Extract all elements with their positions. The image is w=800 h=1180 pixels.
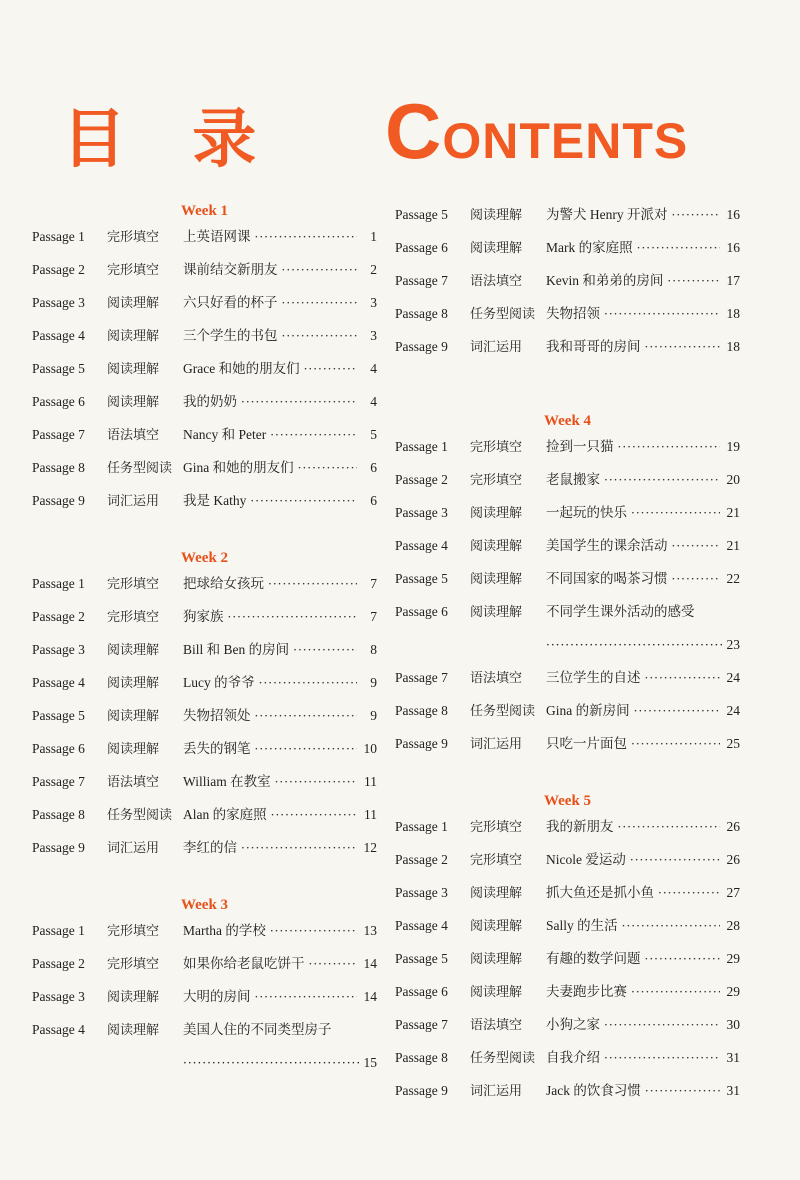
dot-leader bbox=[645, 667, 721, 689]
passage-title: Nancy 和 Peter bbox=[183, 427, 267, 442]
toc-entry[interactable] bbox=[32, 222, 377, 255]
question-type: 阅读理解 bbox=[107, 990, 160, 1005]
toc-entry[interactable] bbox=[395, 845, 740, 878]
page-number: 29 bbox=[726, 984, 740, 999]
title-rest: ONTENTS bbox=[442, 113, 689, 169]
dot-leader bbox=[241, 837, 357, 859]
toc-entry[interactable] bbox=[395, 465, 740, 498]
toc-entry[interactable] bbox=[32, 635, 377, 668]
page-number: 20 bbox=[726, 472, 740, 487]
passage-number: Passage 5 bbox=[395, 571, 448, 586]
toc-entry[interactable] bbox=[395, 729, 740, 762]
page-number: 9 bbox=[370, 675, 377, 690]
dot-leader bbox=[270, 920, 357, 942]
toc-entry[interactable] bbox=[395, 1043, 740, 1076]
question-type: 词汇运用 bbox=[107, 494, 160, 509]
page-number: 23 bbox=[726, 637, 740, 652]
question-type: 词汇运用 bbox=[470, 1084, 523, 1099]
toc-entry[interactable] bbox=[395, 663, 740, 696]
toc-entry[interactable] bbox=[395, 498, 740, 531]
page-number: 24 bbox=[726, 703, 740, 718]
passage-number: Passage 3 bbox=[32, 295, 85, 310]
dot-leader bbox=[250, 490, 357, 512]
passage-number: Passage 3 bbox=[32, 989, 85, 1004]
question-type: 阅读理解 bbox=[107, 329, 160, 344]
dot-leader bbox=[618, 816, 721, 838]
toc-entry[interactable] bbox=[395, 1010, 740, 1043]
question-type: 阅读理解 bbox=[470, 605, 523, 620]
question-type: 完形填空 bbox=[470, 853, 523, 868]
week-5-list bbox=[395, 812, 740, 1109]
question-type: 阅读理解 bbox=[470, 539, 523, 554]
page-number: 6 bbox=[370, 460, 377, 475]
passage-number: Passage 7 bbox=[395, 273, 448, 288]
passage-title: 如果你给老鼠吃饼干 bbox=[183, 956, 305, 971]
toc-entry[interactable] bbox=[32, 800, 377, 833]
passage-title: 捡到一只猫 bbox=[546, 439, 614, 454]
passage-number: Passage 2 bbox=[32, 956, 85, 971]
dot-leader bbox=[645, 948, 721, 970]
dot-leader bbox=[672, 535, 721, 557]
toc-entry[interactable] bbox=[32, 420, 377, 453]
passage-number: Passage 4 bbox=[395, 918, 448, 933]
passage-title: Mark 的家庭照 bbox=[546, 240, 633, 255]
question-type: 词汇运用 bbox=[107, 841, 160, 856]
dot-leader bbox=[275, 771, 357, 793]
dot-leader bbox=[255, 986, 358, 1008]
passage-number: Passage 8 bbox=[395, 306, 448, 321]
toc-entry[interactable] bbox=[32, 255, 377, 288]
passage-title: William 在教室 bbox=[183, 774, 271, 789]
passage-number: Passage 9 bbox=[395, 736, 448, 751]
toc-entry[interactable] bbox=[32, 767, 377, 800]
question-type: 阅读理解 bbox=[107, 709, 160, 724]
passage-title: Kevin 和弟弟的房间 bbox=[546, 273, 664, 288]
week-heading: Week 1 bbox=[180, 203, 229, 219]
week-heading: Week 3 bbox=[180, 897, 229, 913]
passage-number: Passage 4 bbox=[32, 328, 85, 343]
passage-title: 一起玩的快乐 bbox=[546, 505, 627, 520]
dot-leader bbox=[546, 634, 723, 656]
question-type: 语法填空 bbox=[107, 428, 160, 443]
page-number: 29 bbox=[726, 951, 740, 966]
passage-title: 美国学生的课余活动 bbox=[546, 538, 668, 553]
week-3-continued-list bbox=[395, 200, 740, 365]
dot-leader bbox=[255, 705, 358, 727]
dot-leader bbox=[637, 237, 720, 259]
page-number: 31 bbox=[726, 1050, 740, 1065]
passage-title: 我和哥哥的房间 bbox=[546, 339, 641, 354]
passage-number: Passage 9 bbox=[32, 840, 85, 855]
page-number: 8 bbox=[370, 642, 377, 657]
toc-entry[interactable] bbox=[395, 332, 740, 365]
dot-leader bbox=[241, 391, 357, 413]
toc-entry[interactable] bbox=[32, 569, 377, 602]
page-number: 9 bbox=[370, 708, 377, 723]
passage-title: 抓大鱼还是抓小鱼 bbox=[546, 885, 654, 900]
passage-title: Gina 的新房间 bbox=[546, 703, 630, 718]
dot-leader bbox=[631, 502, 720, 524]
passage-number: Passage 5 bbox=[32, 361, 85, 376]
question-type: 完形填空 bbox=[107, 230, 160, 245]
passage-number: Passage 6 bbox=[32, 741, 85, 756]
toc-left-column bbox=[32, 200, 377, 1081]
question-type: 词汇运用 bbox=[470, 737, 523, 752]
toc-entry[interactable] bbox=[32, 387, 377, 420]
passage-number: Passage 7 bbox=[395, 670, 448, 685]
page-number: 7 bbox=[370, 609, 377, 624]
toc-entry[interactable] bbox=[395, 911, 740, 944]
passage-title: Sally 的生活 bbox=[546, 918, 618, 933]
page-number: 2 bbox=[370, 262, 377, 277]
dot-leader bbox=[672, 204, 721, 226]
question-type: 任务型阅读 bbox=[470, 1051, 536, 1066]
toc-entry[interactable] bbox=[32, 734, 377, 767]
passage-title: 小狗之家 bbox=[546, 1017, 600, 1032]
dot-leader bbox=[631, 981, 720, 1003]
week-heading: Week 2 bbox=[180, 550, 229, 566]
dot-leader bbox=[631, 733, 720, 755]
passage-title: 我的新朋友 bbox=[546, 819, 614, 834]
toc-entry[interactable] bbox=[395, 233, 740, 266]
question-type: 阅读理解 bbox=[470, 572, 523, 587]
passage-title: Lucy 的爷爷 bbox=[183, 675, 255, 690]
page-number: 6 bbox=[370, 493, 377, 508]
toc-entry[interactable] bbox=[395, 266, 740, 299]
page-number: 26 bbox=[726, 819, 740, 834]
passage-number: Passage 6 bbox=[395, 604, 448, 619]
toc-entry[interactable] bbox=[32, 668, 377, 701]
passage-title: 失物招领处 bbox=[183, 708, 251, 723]
toc-entry[interactable] bbox=[32, 833, 377, 866]
toc-entry[interactable] bbox=[395, 696, 740, 729]
passage-number: Passage 4 bbox=[32, 1022, 85, 1037]
passage-title: Grace 和她的朋友们 bbox=[183, 361, 300, 376]
page-number: 24 bbox=[726, 670, 740, 685]
page-number: 7 bbox=[370, 576, 377, 591]
question-type: 语法填空 bbox=[470, 274, 523, 289]
dot-leader bbox=[604, 469, 720, 491]
page-number: 5 bbox=[370, 427, 377, 442]
dot-leader bbox=[634, 700, 720, 722]
question-type: 阅读理解 bbox=[107, 643, 160, 658]
passage-number: Passage 2 bbox=[395, 472, 448, 487]
passage-number: Passage 8 bbox=[32, 807, 85, 822]
passage-number: Passage 5 bbox=[395, 951, 448, 966]
passage-number: Passage 2 bbox=[395, 852, 448, 867]
question-type: 语法填空 bbox=[107, 775, 160, 790]
dot-leader bbox=[622, 915, 720, 937]
page-title-chinese: 目 录 bbox=[62, 103, 279, 177]
toc-entry-continuation bbox=[32, 1048, 377, 1081]
toc-entry[interactable] bbox=[32, 321, 377, 354]
question-type: 阅读理解 bbox=[470, 208, 523, 223]
passage-number: Passage 1 bbox=[395, 819, 448, 834]
page-number: 26 bbox=[726, 852, 740, 867]
passage-title: 丢失的钢笔 bbox=[183, 741, 251, 756]
passage-title: 我的奶奶 bbox=[183, 394, 237, 409]
passage-title: 大明的房间 bbox=[183, 989, 251, 1004]
week-2-list bbox=[32, 569, 377, 866]
page-number: 16 bbox=[726, 207, 740, 222]
question-type: 阅读理解 bbox=[470, 985, 523, 1000]
question-type: 阅读理解 bbox=[107, 296, 160, 311]
toc-entry-continuation bbox=[395, 630, 740, 663]
passage-title: 美国人住的不同类型房子 bbox=[183, 1022, 332, 1037]
dot-leader bbox=[630, 849, 720, 871]
question-type: 任务型阅读 bbox=[470, 704, 536, 719]
question-type: 任务型阅读 bbox=[107, 808, 173, 823]
passage-title: 六只好看的杯子 bbox=[183, 295, 278, 310]
passage-number: Passage 7 bbox=[32, 774, 85, 789]
page-number: 28 bbox=[726, 918, 740, 933]
passage-number: Passage 9 bbox=[32, 493, 85, 508]
passage-number: Passage 3 bbox=[395, 505, 448, 520]
dot-leader bbox=[298, 457, 357, 479]
passage-title: Jack 的饮食习惯 bbox=[546, 1083, 641, 1098]
page-number: 11 bbox=[364, 774, 377, 789]
dot-leader bbox=[228, 606, 358, 628]
passage-title: Martha 的学校 bbox=[183, 923, 266, 938]
passage-number: Passage 9 bbox=[395, 339, 448, 354]
toc-entry[interactable] bbox=[32, 486, 377, 519]
toc-entry[interactable] bbox=[395, 299, 740, 332]
week-4-list bbox=[395, 432, 740, 762]
passage-number: Passage 1 bbox=[32, 923, 85, 938]
week-1-list bbox=[32, 222, 377, 519]
question-type: 词汇运用 bbox=[470, 340, 523, 355]
page-number: 14 bbox=[363, 956, 377, 971]
passage-number: Passage 6 bbox=[32, 394, 85, 409]
passage-number: Passage 1 bbox=[395, 439, 448, 454]
page-number: 4 bbox=[370, 361, 377, 376]
toc-entry[interactable] bbox=[395, 1076, 740, 1109]
dot-leader bbox=[618, 436, 721, 458]
dot-leader bbox=[604, 303, 720, 325]
passage-number: Passage 3 bbox=[395, 885, 448, 900]
passage-title: 有趣的数学问题 bbox=[546, 951, 641, 966]
page-number: 10 bbox=[363, 741, 377, 756]
passage-number: Passage 2 bbox=[32, 262, 85, 277]
question-type: 完形填空 bbox=[107, 957, 160, 972]
passage-number: Passage 4 bbox=[32, 675, 85, 690]
question-type: 完形填空 bbox=[107, 924, 160, 939]
page-number: 19 bbox=[726, 439, 740, 454]
passage-title: Gina 和她的朋友们 bbox=[183, 460, 294, 475]
dot-leader bbox=[282, 292, 358, 314]
passage-title: 李红的信 bbox=[183, 840, 237, 855]
question-type: 阅读理解 bbox=[107, 1023, 160, 1038]
question-type: 完形填空 bbox=[107, 610, 160, 625]
dot-leader bbox=[255, 226, 358, 248]
dot-leader bbox=[293, 639, 357, 661]
toc-entry[interactable] bbox=[32, 916, 377, 949]
dot-leader bbox=[658, 882, 720, 904]
toc-entry[interactable] bbox=[32, 949, 377, 982]
question-type: 阅读理解 bbox=[470, 952, 523, 967]
passage-number: Passage 3 bbox=[32, 642, 85, 657]
dot-leader bbox=[667, 270, 720, 292]
question-type: 阅读理解 bbox=[107, 676, 160, 691]
dot-leader bbox=[304, 358, 357, 380]
dot-leader bbox=[604, 1047, 720, 1069]
passage-title: 不同学生课外活动的感受 bbox=[546, 604, 695, 619]
question-type: 阅读理解 bbox=[107, 742, 160, 757]
toc-entry[interactable] bbox=[395, 944, 740, 977]
toc-entry[interactable] bbox=[395, 597, 740, 630]
passage-title: 三个学生的书包 bbox=[183, 328, 278, 343]
passage-title: Alan 的家庭照 bbox=[183, 807, 267, 822]
question-type: 完形填空 bbox=[470, 820, 523, 835]
dot-leader bbox=[672, 568, 721, 590]
passage-number: Passage 8 bbox=[395, 1050, 448, 1065]
passage-title: 把球给女孩玩 bbox=[183, 576, 264, 591]
passage-title: 狗家族 bbox=[183, 609, 224, 624]
page-number: 16 bbox=[726, 240, 740, 255]
question-type: 完形填空 bbox=[470, 440, 523, 455]
page-number: 27 bbox=[726, 885, 740, 900]
passage-title: 为警犬 Henry 开派对 bbox=[546, 207, 668, 222]
passage-number: Passage 8 bbox=[395, 703, 448, 718]
passage-number: Passage 9 bbox=[395, 1083, 448, 1098]
question-type: 完形填空 bbox=[470, 473, 523, 488]
question-type: 任务型阅读 bbox=[470, 307, 536, 322]
passage-title: 课前结交新朋友 bbox=[183, 262, 278, 277]
question-type: 阅读理解 bbox=[470, 241, 523, 256]
page-number: 17 bbox=[726, 273, 740, 288]
passage-title: 自我介绍 bbox=[546, 1050, 600, 1065]
page-number: 3 bbox=[370, 328, 377, 343]
passage-title: 夫妻跑步比赛 bbox=[546, 984, 627, 999]
toc-entry[interactable] bbox=[395, 531, 740, 564]
page-number: 22 bbox=[726, 571, 740, 586]
passage-number: Passage 4 bbox=[395, 538, 448, 553]
passage-number: Passage 7 bbox=[32, 427, 85, 442]
toc-right-column bbox=[395, 200, 740, 1109]
passage-title: 失物招领 bbox=[546, 306, 600, 321]
page-number: 31 bbox=[726, 1083, 740, 1098]
question-type: 阅读理解 bbox=[470, 919, 523, 934]
passage-title: Nicole 爱运动 bbox=[546, 852, 626, 867]
dot-leader bbox=[604, 1014, 720, 1036]
passage-number: Passage 7 bbox=[395, 1017, 448, 1032]
dot-leader bbox=[259, 672, 357, 694]
passage-title: 上英语网课 bbox=[183, 229, 251, 244]
dot-leader bbox=[309, 953, 358, 975]
page-number: 12 bbox=[363, 840, 377, 855]
question-type: 完形填空 bbox=[107, 263, 160, 278]
toc-entry[interactable] bbox=[32, 288, 377, 321]
passage-number: Passage 5 bbox=[395, 207, 448, 222]
toc-entry[interactable] bbox=[32, 354, 377, 387]
question-type: 阅读理解 bbox=[107, 395, 160, 410]
dot-leader bbox=[645, 1080, 720, 1102]
question-type: 阅读理解 bbox=[470, 886, 523, 901]
page-number: 11 bbox=[364, 807, 377, 822]
question-type: 任务型阅读 bbox=[107, 461, 173, 476]
passage-number: Passage 8 bbox=[32, 460, 85, 475]
page-number: 30 bbox=[726, 1017, 740, 1032]
dot-leader bbox=[282, 325, 358, 347]
week-3-list bbox=[32, 916, 377, 1081]
passage-title: 三位学生的自述 bbox=[546, 670, 641, 685]
passage-number: Passage 2 bbox=[32, 609, 85, 624]
question-type: 语法填空 bbox=[470, 671, 523, 686]
toc-entry[interactable] bbox=[32, 701, 377, 734]
passage-number: Passage 1 bbox=[32, 576, 85, 591]
page-number: 14 bbox=[363, 989, 377, 1004]
question-type: 阅读理解 bbox=[470, 506, 523, 521]
passage-number: Passage 5 bbox=[32, 708, 85, 723]
dot-leader bbox=[270, 424, 357, 446]
passage-number: Passage 6 bbox=[395, 984, 448, 999]
passage-title: 不同国家的喝茶习惯 bbox=[546, 571, 668, 586]
title-initial: C bbox=[385, 87, 443, 175]
dot-leader bbox=[271, 804, 357, 826]
page-number: 21 bbox=[726, 538, 740, 553]
page-number: 1 bbox=[370, 229, 377, 244]
week-heading: Week 4 bbox=[543, 413, 592, 429]
dot-leader bbox=[268, 573, 357, 595]
page-number: 18 bbox=[726, 339, 740, 354]
passage-title: 老鼠搬家 bbox=[546, 472, 600, 487]
page-number: 21 bbox=[726, 505, 740, 520]
toc-entry[interactable] bbox=[32, 982, 377, 1015]
passage-number: Passage 1 bbox=[32, 229, 85, 244]
question-type: 阅读理解 bbox=[107, 362, 160, 377]
passage-number: Passage 6 bbox=[395, 240, 448, 255]
toc-entry[interactable] bbox=[395, 432, 740, 465]
page-number: 4 bbox=[370, 394, 377, 409]
dot-leader bbox=[183, 1052, 360, 1074]
toc-entry[interactable] bbox=[395, 977, 740, 1010]
dot-leader bbox=[282, 259, 358, 281]
passage-title: Bill 和 Ben 的房间 bbox=[183, 642, 290, 657]
passage-title: 只吃一片面包 bbox=[546, 736, 627, 751]
page-number: 18 bbox=[726, 306, 740, 321]
question-type: 语法填空 bbox=[470, 1018, 523, 1033]
page-title-english bbox=[385, 86, 688, 177]
page-number: 15 bbox=[363, 1055, 377, 1070]
question-type: 完形填空 bbox=[107, 577, 160, 592]
toc-entry[interactable] bbox=[32, 1015, 377, 1048]
toc-entry[interactable] bbox=[32, 453, 377, 486]
toc-entry[interactable] bbox=[32, 602, 377, 635]
toc-entry[interactable] bbox=[395, 878, 740, 911]
passage-title: 我是 Kathy bbox=[183, 493, 247, 508]
page-number: 13 bbox=[363, 923, 377, 938]
week-heading: Week 5 bbox=[543, 793, 592, 809]
dot-leader bbox=[645, 336, 721, 358]
dot-leader bbox=[255, 738, 358, 760]
toc-entry[interactable] bbox=[395, 812, 740, 845]
toc-entry[interactable] bbox=[395, 564, 740, 597]
toc-entry[interactable] bbox=[395, 200, 740, 233]
page-number: 3 bbox=[370, 295, 377, 310]
page-number: 25 bbox=[726, 736, 740, 751]
